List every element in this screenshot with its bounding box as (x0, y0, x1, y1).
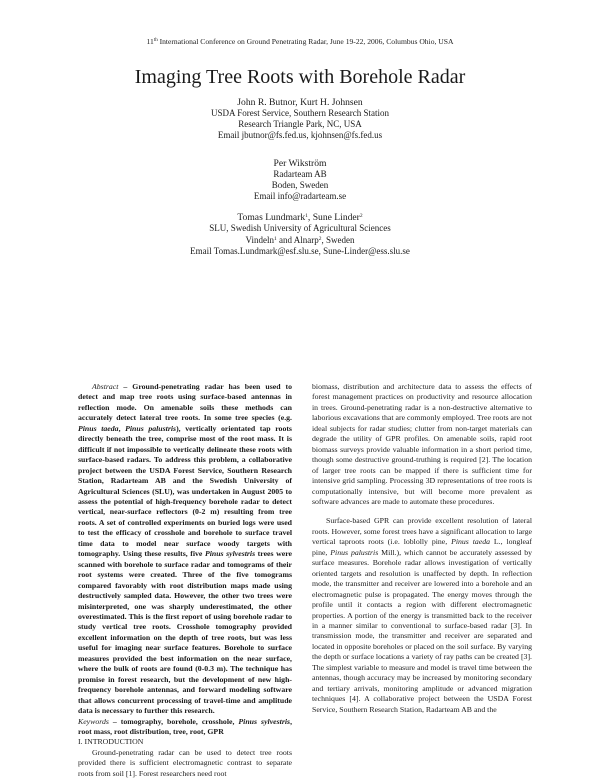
author-places: Vindeln$^1$ and Alnarp$^2$, Sweden (245, 235, 355, 245)
keywords-label: Keywords (78, 716, 109, 726)
keywords: Keywords – tomography, borehole, crosshole, Pinus sylvestris, root mass, root distribution, tree, root, GPR (78, 716, 293, 736)
paper-title: Imaging Tree Roots with Borehole Radar (134, 66, 466, 88)
author-address: Boden, Sweden (271, 180, 329, 190)
author-names: Tomas Lundmark$^1$, Sune Linder$^2$ (237, 212, 363, 223)
author-affiliation: Radarteam AB (273, 169, 327, 179)
author-affiliation: SLU, Swedish University of Agricultural Sciences (209, 223, 391, 233)
conference-text: International Conference on Ground Penetrating Radar, June 19-22, 2006, Columbus Ohio, USA (157, 37, 454, 46)
author-affiliation: USDA Forest Service, Southern Research Station (211, 108, 389, 118)
conference-number: 11 (146, 37, 154, 46)
author-names: John R. Butnor, Kurt H. Johnsen (237, 97, 363, 108)
right-column (312, 382, 532, 715)
author-block-3 (0, 211, 600, 257)
body-paragraph: Surface-based GPR can provide excellent resolution of lateral roots. However, some forest trees have a significant allocation to large vertical taproots roots (i.e. loblolly pine, Pinus taeda L., longleaf pine, Pinus palustris Mill.), which cannot be accurately assessed by surface measures. Borehole radar allows investigation of vertically oriented targets and resolution is unaffected by depth. In reflection mode, the transmitter and receiver are lowered into a borehole and an electromagnetic pulse is propagated. The energy moves through the profile until it contacts a region with different electromagnetic properties. A portion of the energy is transmitted back to the receiver in a manner similar to conventional to surface-based radar [3]. In transmission mode, the transmitter and receiver are separated and located in opposite boreholes or placed on the soil surface. By varying the depth or surface locations a variety of ray paths can be created [3]. The simplest variable to measure and model is travel time between the antennas, though accuracy may be increased by monitoring secondary and tertiary arrivals, monitoring amplitude or advanced migration techniques [4]. A collaborative project between the USDA Forest Service, Southern Research Station, Radarteam AB and the (312, 516, 532, 714)
abstract: Abstract – Ground-penetrating radar has been used to detect and map tree roots using surface-based antennas in reflection mode. On amenable soils these methods can accurately detect lateral tree roots. In some tree species (e.g. Pinus taeda, Pinus palustris), vertically orientated tap roots directly beneath the tree, comprise most of the root mass. It is difficult if not impossible to vertically delineate these roots with surface-based radars. To address this problem, a collaborative project between the USDA Forest Service, Southern Research Station, Radarteam AB and the Swedish University of Agricultural Sciences (SLU), was undertaken in August 2005 to assess the potential of high-frequency borehole radar to detect vertical, near-surface reflectors (0-2 m) resulting from tree roots. A set of controlled experiments on buried logs were used to test the efficacy of crosshole and borehole to surface travel time data to model near surface woody targets with tomography. Using these results, five Pinus sylvestris trees were scanned with borehole to surface radar and tomograms of their root systems were created. Three of the five tomograms compared favorably with root distribution maps made using destructively sampled data. However, the other two trees were misinterpreted, one was sharply underestimated, the other overestimated. This is the first report of using borehole radar to study vertical tree roots. Crosshole tomography provided excellent information on the depth of tree roots, but was less useful for imaging near surface features. Borehole to surface measures provided the best information on the near surface, where the bulk of roots are found (0-0.3 m). The technique has promise in forest research, but the development of new high-frequency borehole antennas, and forward modeling software that allows concurrent processing of travel-time and amplitude data is necessary to further this research. (78, 382, 292, 716)
author-names: Per Wikström (273, 158, 327, 169)
author-email: Email Tomas.Lundmark@esf.slu.se, Sune-Linder@ess.slu.se (190, 246, 410, 256)
section-heading: I. INTRODUCTION (78, 737, 144, 747)
author-email: Email jbutnor@fs.fed.us, kjohnsen@fs.fed.us (217, 130, 383, 140)
author-block-2 (0, 158, 600, 202)
abstract-label: Abstract (92, 382, 119, 391)
intro-paragraph: Ground-penetrating radar can be used to detect tree roots provided there is sufficient electromagnetic contrast to separate roots from soil [1]. Forest researchers need root (78, 747, 292, 778)
author-address: Research Triangle Park, NC, USA (238, 119, 362, 129)
conference-header (0, 37, 600, 46)
conference-ordinal: th (153, 38, 158, 43)
author-block-1 (0, 97, 600, 141)
author-email: Email info@radarteam.se (253, 191, 347, 201)
body-paragraph: biomass, distribution and architecture data to assess the effects of forest management practices on productivity and resource allocation in trees. Ground-penetrating radar is a non-destructive alternative to laborious excavations that are commonly employed. Tree roots are not ideal subjects for radar studies; clutter from non-target materials can degrade the utility of GPR profiles. On amenable soils, rapid root biomass surveys provide valuable information in a short period time, though some destructive ground-truthing is required [2]. The location of larger tree roots can be mapped if there is sufficient time for intensive grid sampling. Processing 3D representations of tree roots is computationally intensive, but will become more prevalent as software advances are made to automate these procedures. (312, 382, 532, 506)
left-column (78, 382, 292, 779)
